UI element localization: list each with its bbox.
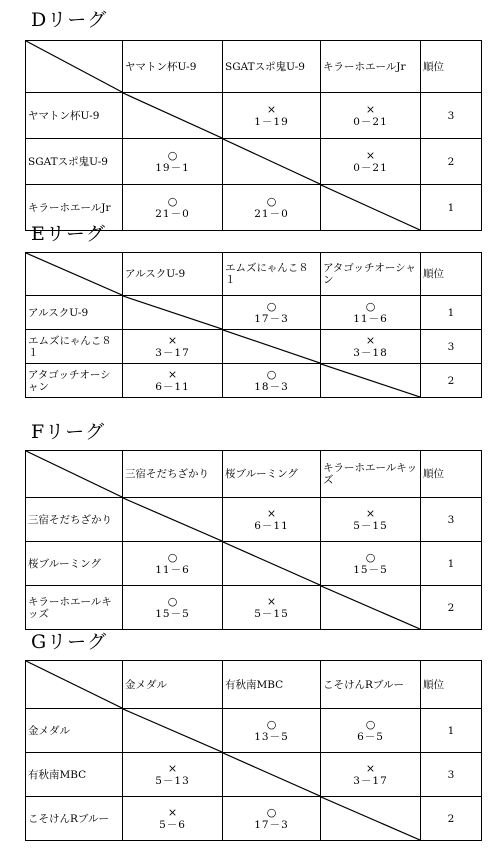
- result-mark: ×: [167, 367, 178, 381]
- table-row: [26, 586, 482, 630]
- result-cell: [223, 296, 321, 330]
- result-score: 17－3: [254, 312, 289, 325]
- header-row: [26, 661, 482, 709]
- self-match-cell: [321, 185, 421, 231]
- result-score: 3－17: [155, 346, 190, 359]
- rank-value: 1: [421, 542, 482, 586]
- team-row-label: キラーホエールJr: [26, 185, 123, 231]
- self-match-cell: [123, 709, 223, 753]
- result-mark: ×: [365, 148, 376, 162]
- self-match-cell: [223, 139, 321, 185]
- result-mark: ×: [365, 761, 376, 775]
- team-header: アルスクU-9: [123, 253, 223, 296]
- team-row-label: アタゴッチオーシャン: [26, 364, 123, 398]
- team-header: ヤマトン杯U-9: [123, 41, 223, 93]
- result-mark: ×: [167, 805, 178, 819]
- self-match-cell: [223, 542, 321, 586]
- result-cell: [223, 586, 321, 630]
- result-mark: ○: [365, 299, 376, 313]
- corner-diagonal: [26, 661, 122, 708]
- result-cell: [223, 709, 321, 753]
- table-row: [26, 498, 482, 542]
- corner-cell: [26, 451, 123, 498]
- result-score: 18－3: [254, 380, 289, 393]
- self-match-diagonal: [123, 709, 222, 752]
- header-row: [26, 253, 482, 296]
- result-score: 15－5: [155, 607, 190, 620]
- team-header: こそけんRブルー: [321, 661, 421, 709]
- result-mark: ×: [365, 506, 376, 520]
- team-header: キラーホエールJr: [321, 41, 421, 93]
- result-cell: [321, 753, 421, 797]
- team-row-label: 桜ブルーミング: [26, 542, 123, 586]
- rank-header: 順位: [421, 451, 482, 498]
- rank-value: 1: [421, 709, 482, 753]
- table-row: [26, 709, 482, 753]
- league-title: Eリーグ: [31, 223, 106, 245]
- self-match-diagonal: [321, 586, 420, 629]
- team-row-label: アルスクU-9: [26, 296, 123, 330]
- result-mark: ×: [167, 761, 178, 775]
- self-match-diagonal: [123, 93, 222, 138]
- result-cell: [223, 364, 321, 398]
- corner-diagonal: [26, 41, 122, 92]
- rank-value: 3: [421, 753, 482, 797]
- table-row: [26, 139, 482, 185]
- result-mark: ○: [266, 717, 277, 731]
- result-score: 5－15: [353, 519, 388, 532]
- result-mark: ○: [266, 194, 277, 208]
- result-cell: [123, 185, 223, 231]
- result-mark: ×: [167, 333, 178, 347]
- result-score: 6－5: [357, 730, 384, 743]
- result-cell: [123, 139, 223, 185]
- team-row-label: こそけんRブルー: [26, 797, 123, 841]
- corner-diagonal: [26, 451, 122, 497]
- self-match-cell: [223, 753, 321, 797]
- table-row: [26, 753, 482, 797]
- result-score: 3－17: [353, 774, 388, 787]
- team-header: アタゴッチオーシャン: [321, 253, 421, 296]
- result-score: 11－6: [353, 312, 388, 325]
- result-cell: [123, 586, 223, 630]
- result-mark: ×: [365, 333, 376, 347]
- result-score: 6－11: [155, 380, 190, 393]
- result-score: 17－3: [254, 818, 289, 831]
- self-match-cell: [321, 364, 421, 398]
- team-row-label: 有秋南MBC: [26, 753, 123, 797]
- self-match-diagonal: [223, 542, 320, 585]
- header-row: [26, 41, 482, 93]
- rank-value: 2: [421, 797, 482, 841]
- league-title: Dリーグ: [31, 9, 108, 31]
- table-row: [26, 93, 482, 139]
- table-row: [26, 542, 482, 586]
- standings-table: [25, 660, 482, 841]
- rank-value: 2: [421, 139, 482, 185]
- team-row-label: 三宿そだちざかり: [26, 498, 123, 542]
- result-score: 5－13: [155, 774, 190, 787]
- team-header: 有秋南MBC: [223, 661, 321, 709]
- self-match-cell: [321, 797, 421, 841]
- league-title: Fリーグ: [31, 421, 106, 443]
- result-mark: ○: [167, 594, 178, 608]
- result-mark: ○: [167, 148, 178, 162]
- result-cell: [123, 330, 223, 364]
- result-cell: [321, 709, 421, 753]
- result-mark: ×: [266, 594, 277, 608]
- result-score: 21－0: [155, 207, 190, 220]
- result-mark: ×: [365, 102, 376, 116]
- self-match-diagonal: [321, 364, 420, 397]
- self-match-diagonal: [123, 498, 222, 541]
- team-header: SGATスポ鬼U-9: [223, 41, 321, 93]
- result-cell: [223, 498, 321, 542]
- result-mark: ○: [365, 550, 376, 564]
- result-score: 1－19: [254, 115, 289, 128]
- self-match-cell: [321, 586, 421, 630]
- rank-value: 1: [421, 185, 482, 231]
- rank-value: 3: [421, 93, 482, 139]
- team-row-label: 金メダル: [26, 709, 123, 753]
- result-mark: ○: [266, 367, 277, 381]
- team-row-label: SGATスポ鬼U-9: [26, 139, 123, 185]
- result-score: 0－21: [353, 161, 388, 174]
- self-match-diagonal: [321, 185, 420, 230]
- result-cell: [123, 364, 223, 398]
- rank-value: 3: [421, 498, 482, 542]
- standings-table: [25, 252, 482, 398]
- result-score: 21－0: [254, 207, 289, 220]
- result-score: 3－18: [353, 346, 388, 359]
- result-mark: ○: [365, 717, 376, 731]
- result-mark: ×: [266, 102, 277, 116]
- rank-value: 2: [421, 364, 482, 398]
- result-cell: [123, 797, 223, 841]
- self-match-diagonal: [223, 139, 320, 184]
- self-match-diagonal: [123, 296, 222, 329]
- standings-table: [25, 40, 482, 231]
- rank-header: 順位: [421, 41, 482, 93]
- team-header: 三宿そだちざかり: [123, 451, 223, 498]
- result-cell: [321, 139, 421, 185]
- self-match-cell: [123, 498, 223, 542]
- header-row: [26, 451, 482, 498]
- table-row: [26, 364, 482, 398]
- result-cell: [321, 93, 421, 139]
- rank-value: 2: [421, 586, 482, 630]
- result-mark: ○: [266, 299, 277, 313]
- result-cell: [321, 542, 421, 586]
- result-cell: [223, 93, 321, 139]
- result-score: 19－1: [155, 161, 190, 174]
- team-header: 金メダル: [123, 661, 223, 709]
- corner-cell: [26, 253, 123, 296]
- result-score: 5－6: [159, 818, 186, 831]
- team-row-label: エムズにゃんこ８１: [26, 330, 123, 364]
- team-row-label: キラーホエールキッズ: [26, 586, 123, 630]
- self-match-cell: [223, 330, 321, 364]
- table-row: [26, 797, 482, 841]
- result-cell: [223, 797, 321, 841]
- result-mark: ○: [167, 550, 178, 564]
- self-match-diagonal: [223, 330, 320, 363]
- result-cell: [223, 185, 321, 231]
- table-row: [26, 330, 482, 364]
- self-match-diagonal: [321, 797, 420, 840]
- team-header: 桜ブルーミング: [223, 451, 321, 498]
- corner-diagonal: [26, 253, 122, 295]
- rank-value: 1: [421, 296, 482, 330]
- result-cell: [321, 498, 421, 542]
- self-match-diagonal: [223, 753, 320, 796]
- self-match-cell: [123, 93, 223, 139]
- result-score: 5－15: [254, 607, 289, 620]
- result-cell: [321, 330, 421, 364]
- result-mark: ×: [266, 506, 277, 520]
- result-mark: ○: [167, 194, 178, 208]
- team-header: エムズにゃんこ８１: [223, 253, 321, 296]
- result-score: 15－5: [353, 563, 388, 576]
- result-score: 6－11: [254, 519, 289, 532]
- result-score: 0－21: [353, 115, 388, 128]
- result-score: 13－5: [254, 730, 289, 743]
- rank-value: 3: [421, 330, 482, 364]
- result-cell: [123, 542, 223, 586]
- team-row-label: ヤマトン杯U-9: [26, 93, 123, 139]
- rank-header: 順位: [421, 253, 482, 296]
- result-mark: ○: [266, 805, 277, 819]
- rank-header: 順位: [421, 661, 482, 709]
- result-score: 11－6: [155, 563, 190, 576]
- self-match-cell: [123, 296, 223, 330]
- corner-cell: [26, 41, 123, 93]
- table-row: [26, 296, 482, 330]
- league-title: Gリーグ: [31, 631, 108, 653]
- team-header: キラーホエールキッズ: [321, 451, 421, 498]
- standings-table: [25, 450, 482, 630]
- result-cell: [321, 296, 421, 330]
- result-cell: [123, 753, 223, 797]
- corner-cell: [26, 661, 123, 709]
